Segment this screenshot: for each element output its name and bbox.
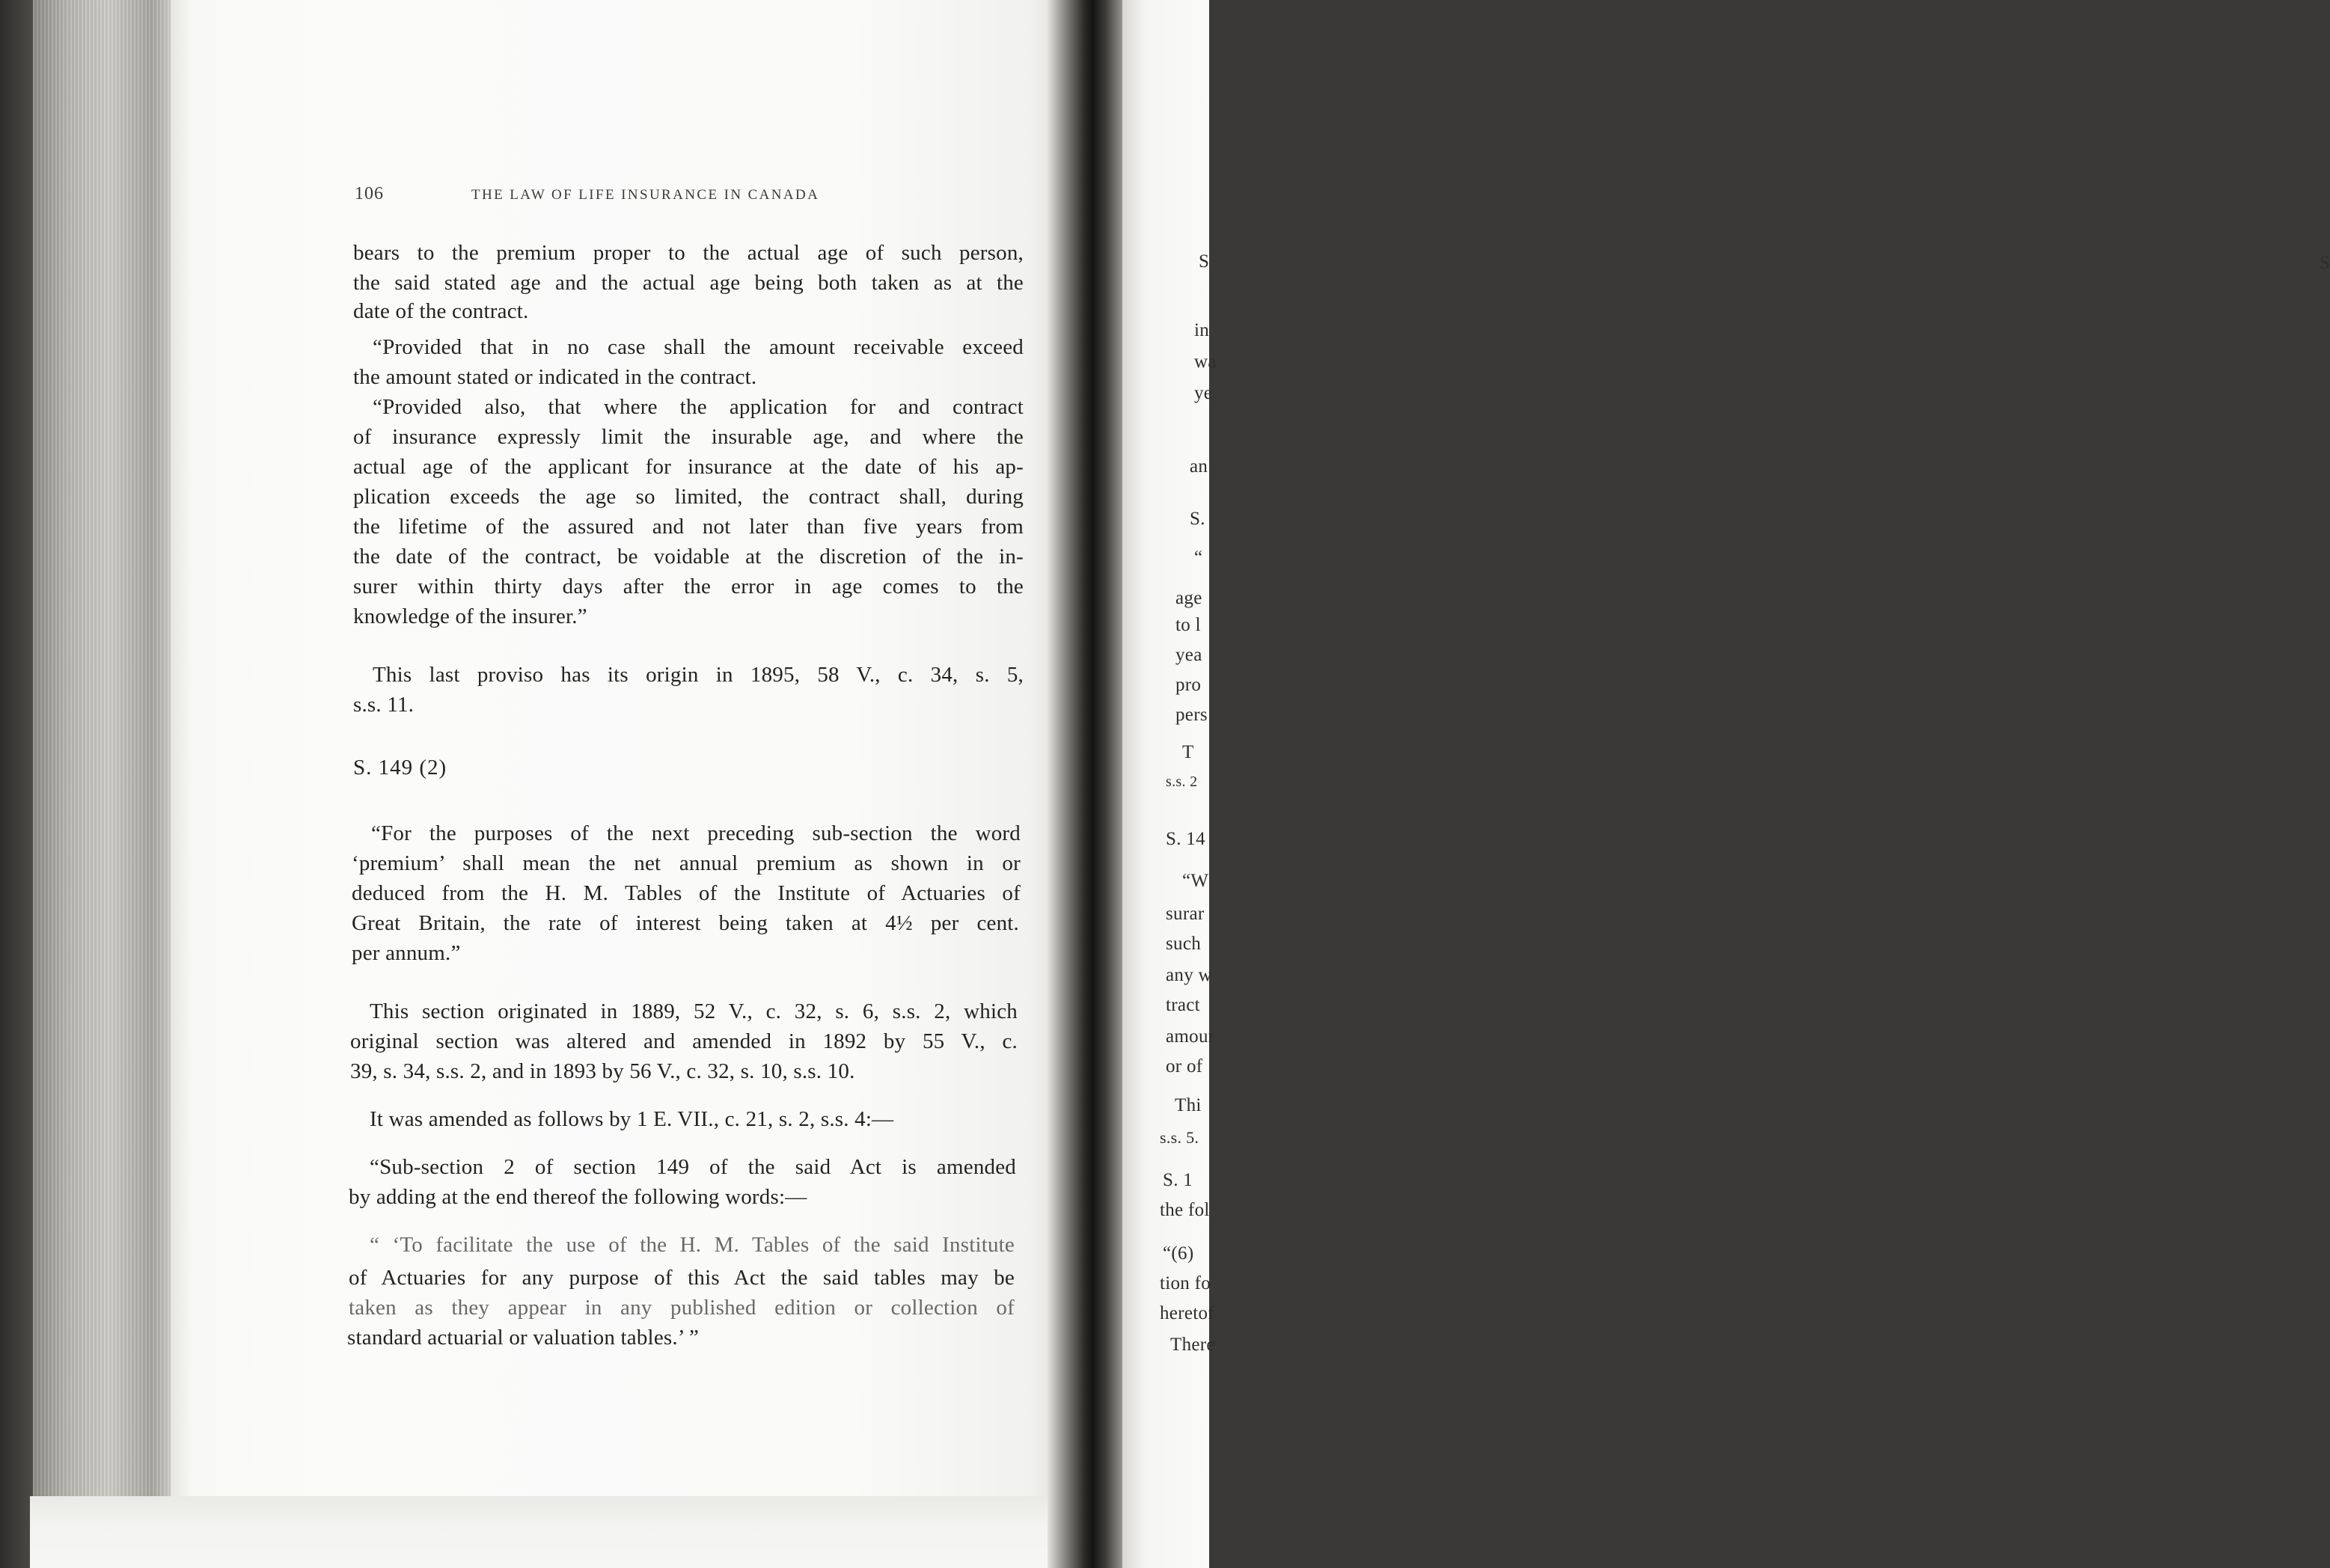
text-line: the amount stated or indicated in the contract. xyxy=(353,365,757,389)
facing-fragment: any w xyxy=(1166,965,1212,985)
facing-fragment: “ xyxy=(1194,548,1203,568)
text-line: This last proviso has its origin in 1895, 58 V., c. 34, s. 5, xyxy=(373,663,1024,687)
facing-fragment: T xyxy=(1182,742,1194,762)
facing-fragment: an xyxy=(1190,456,1208,477)
text-line: standard actuarial or valuation tables.’ ” xyxy=(347,1326,700,1350)
facing-fragment: ye xyxy=(1194,383,1213,403)
facing-fragment: s.s. 2 xyxy=(1166,774,1198,790)
text-line: It was amended as follows by 1 E. VII., c. 21, s. 2, s.s. 4:— xyxy=(370,1107,894,1131)
facing-page-fragments xyxy=(1160,0,1217,1568)
text-line: “For the purposes of the next preceding sub-section the word xyxy=(371,821,1021,845)
facing-fragment: S. 14 xyxy=(1166,829,1205,849)
text-line: ‘premium’ shall mean the net annual premium as shown in or xyxy=(352,851,1021,875)
text-line: the said stated age and the actual age being both taken as at the xyxy=(353,271,1024,295)
text-line: “ ‘To facilitate the use of the H. M. Tables of the said Institute xyxy=(370,1233,1015,1257)
running-title: THE LAW OF LIFE INSURANCE IN CANADA xyxy=(471,187,820,203)
text-line: original section was altered and amended in 1892 by 55 V., c. xyxy=(350,1029,1018,1053)
text-line: Great Britain, the rate of interest being taken at 4½ per cent. xyxy=(352,911,1019,935)
facing-fragment: yea xyxy=(1175,645,1202,665)
facing-fragment: surar xyxy=(1166,904,1205,924)
facing-fragment: “W xyxy=(1182,871,1209,891)
facing-fragment: tract xyxy=(1166,995,1200,1015)
text-line: date of the contract. xyxy=(353,299,529,323)
facing-fragment: age xyxy=(1175,588,1202,608)
book-page-edges xyxy=(33,0,172,1568)
text-line: “Provided that in no case shall the amount receivable exceed xyxy=(373,335,1024,359)
facing-fragment: wa xyxy=(1194,352,1217,372)
text-line: by adding at the end thereof the following words:— xyxy=(349,1185,807,1209)
facing-fragment: amour xyxy=(1166,1026,1215,1047)
book-gutter xyxy=(1048,0,1130,1568)
text-line: of insurance expressly limit the insurable age, and where the xyxy=(353,425,1024,449)
facing-fragment: There xyxy=(1170,1335,1215,1355)
text-line: knowledge of the insurer.” xyxy=(353,604,587,628)
facing-fragment: tion fo xyxy=(1160,1273,1211,1293)
facing-fragment: to l xyxy=(1175,615,1201,635)
facing-fragment: S. 1 xyxy=(1163,1170,1193,1190)
facing-fragment: or of xyxy=(1166,1056,1203,1077)
text-line: surer within thirty days after the error in age comes to the xyxy=(353,575,1024,598)
section-heading: S. 149 (2) xyxy=(353,756,447,780)
text-line: bears to the premium proper to the actual age of such person, xyxy=(353,241,1024,265)
facing-fragment: in xyxy=(1194,320,1210,340)
facing-fragment: Thi xyxy=(1175,1095,1202,1115)
facing-fragment: pers xyxy=(1175,705,1208,725)
text-line: taken as they appear in any published edition or collection of xyxy=(349,1296,1015,1320)
text-line: plication exceeds the age so limited, the contract shall, during xyxy=(353,485,1024,509)
facing-fragment: “(6) xyxy=(1163,1243,1194,1264)
facing-fragment: S xyxy=(1199,251,1210,272)
text-line: “Provided also, that where the application for and contract xyxy=(373,395,1024,419)
text-line: the date of the contract, be voidable at the discretion of the in- xyxy=(353,545,1024,569)
facing-fragment: such xyxy=(1166,934,1202,954)
page-number: 106 xyxy=(355,184,384,203)
facing-fragment: the fol xyxy=(1160,1200,1210,1220)
text-line: the lifetime of the assured and not later than five years from xyxy=(353,515,1024,539)
text-line: s.s. 11. xyxy=(353,693,415,717)
facing-fragment: S. xyxy=(1190,509,1205,529)
facing-fragment: pro xyxy=(1175,675,1202,695)
text-line: actual age of the applicant for insurance at the date of his ap- xyxy=(353,455,1024,479)
text-line: of Actuaries for any purpose of this Act the said tables may be xyxy=(349,1266,1015,1290)
text-line: deduced from the H. M. Tables of the Institute of Actuaries of xyxy=(352,881,1021,905)
facing-fragment: s.s. 5. xyxy=(1160,1128,1199,1147)
text-line: This section originated in 1889, 52 V., c. 32, s. 6, s.s. 2, which xyxy=(370,999,1018,1023)
text-line: 39, s. 34, s.s. 2, and in 1893 by 56 V., c. 32, s. 10, s.s. 10. xyxy=(350,1059,855,1083)
text-line: “Sub-section 2 of section 149 of the said Act is amended xyxy=(370,1155,1016,1179)
facing-fragment: S xyxy=(2320,253,2330,273)
facing-fragment: heretof xyxy=(1160,1303,1214,1323)
page-bottom-edge xyxy=(30,1496,1077,1568)
text-line: per annum.” xyxy=(352,941,461,965)
